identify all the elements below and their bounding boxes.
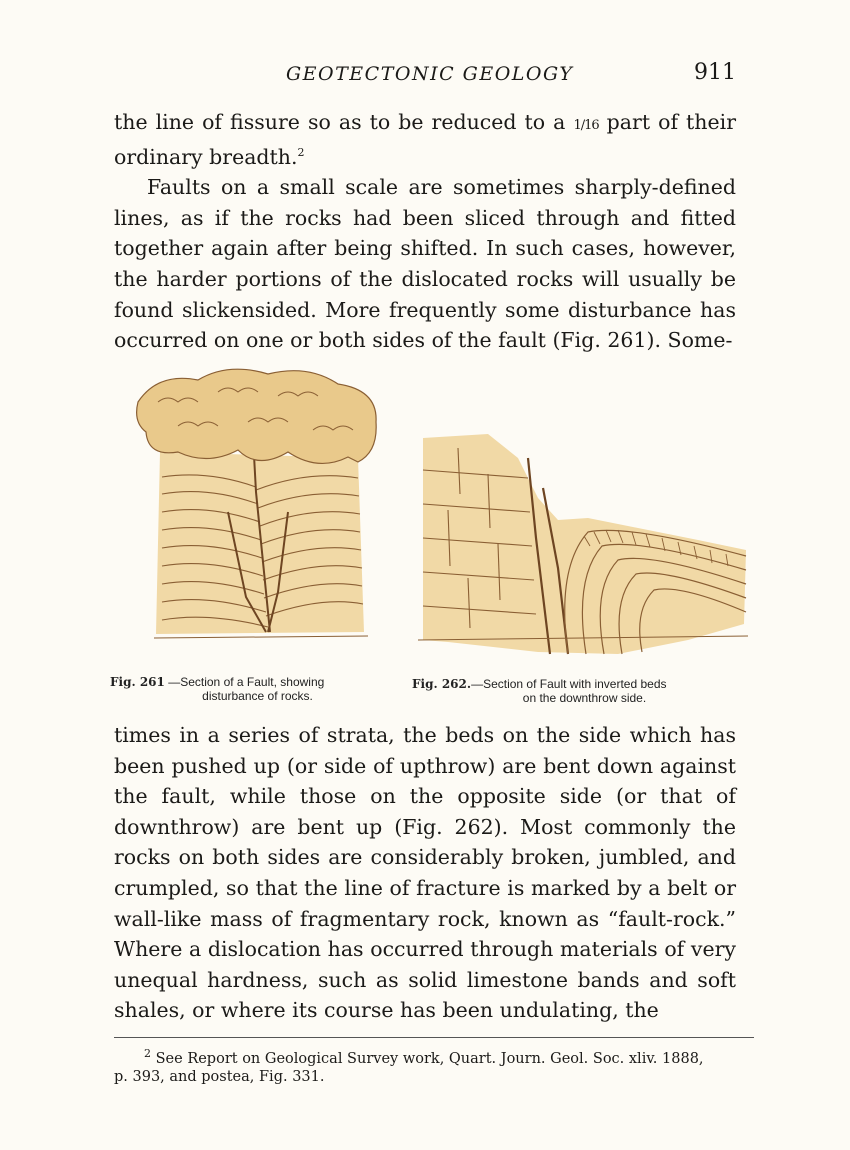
text-block-bottom (114, 720, 736, 1026)
paragraph-1: the line of fissure so as to be reduced to a 1/16 part of their ordinary breadth.$^2$ (114, 110, 736, 169)
footnote-ref: 2 (297, 145, 305, 159)
page-number: 911 (694, 60, 736, 85)
paragraph-3: times in a series of strata, the beds on the side which has been pushed up (or side of upthrow) are bent down against the fault, while those on the opposite side (or that of downthrow) are bent up (Fig. 262). Most commonly the rocks on both sides are considerably broken, jumbled, and crumpled, so that the line of fracture is marked by a belt or wall-like mass of fragmentary rock, known as “fault-rock.” Where a dislocation has occurred through materials of very unequal hardness, such as solid limestone bands and soft shales, or where its course has been undulating, the (114, 723, 736, 1023)
text-block-top (114, 107, 736, 356)
figure-262-label: Fig. 262. (412, 677, 472, 691)
page-header (114, 60, 736, 90)
paragraph-2: Faults on a small scale are sometimes sharply-defined lines, as if the rocks had been sliced through and fitted together again after being shifted. In such cases, however, the harder portions of the dislocated rocks will usually be found slickensided. More frequently some disturbance has occurred on one or both sides of the fault (Fig. 261). Some- (114, 175, 736, 353)
fraction: 1/16 (573, 118, 599, 133)
figure-261-label: Fig. 261 (110, 675, 165, 689)
figure-262-caption: Fig. 262.—Section of Fault with inverted beds on the downthrow side. (412, 677, 667, 705)
running-head: GEOTECTONIC GEOLOGY (286, 63, 574, 85)
footnote-rule (114, 1037, 754, 1038)
figure-261-caption: Fig. 261 —Section of a Fault, showing disturbance of rocks. (110, 675, 325, 703)
figure-262-illustration (418, 428, 748, 658)
figure-261-illustration (128, 362, 388, 662)
footnote-marker: 2 (144, 1047, 151, 1061)
footnote: $^2$ See Report on Geological Survey work, Quart. Journ. Geol. Soc. xliv. 1888, p. 393, and postea, Fig. 331. (114, 1047, 704, 1085)
